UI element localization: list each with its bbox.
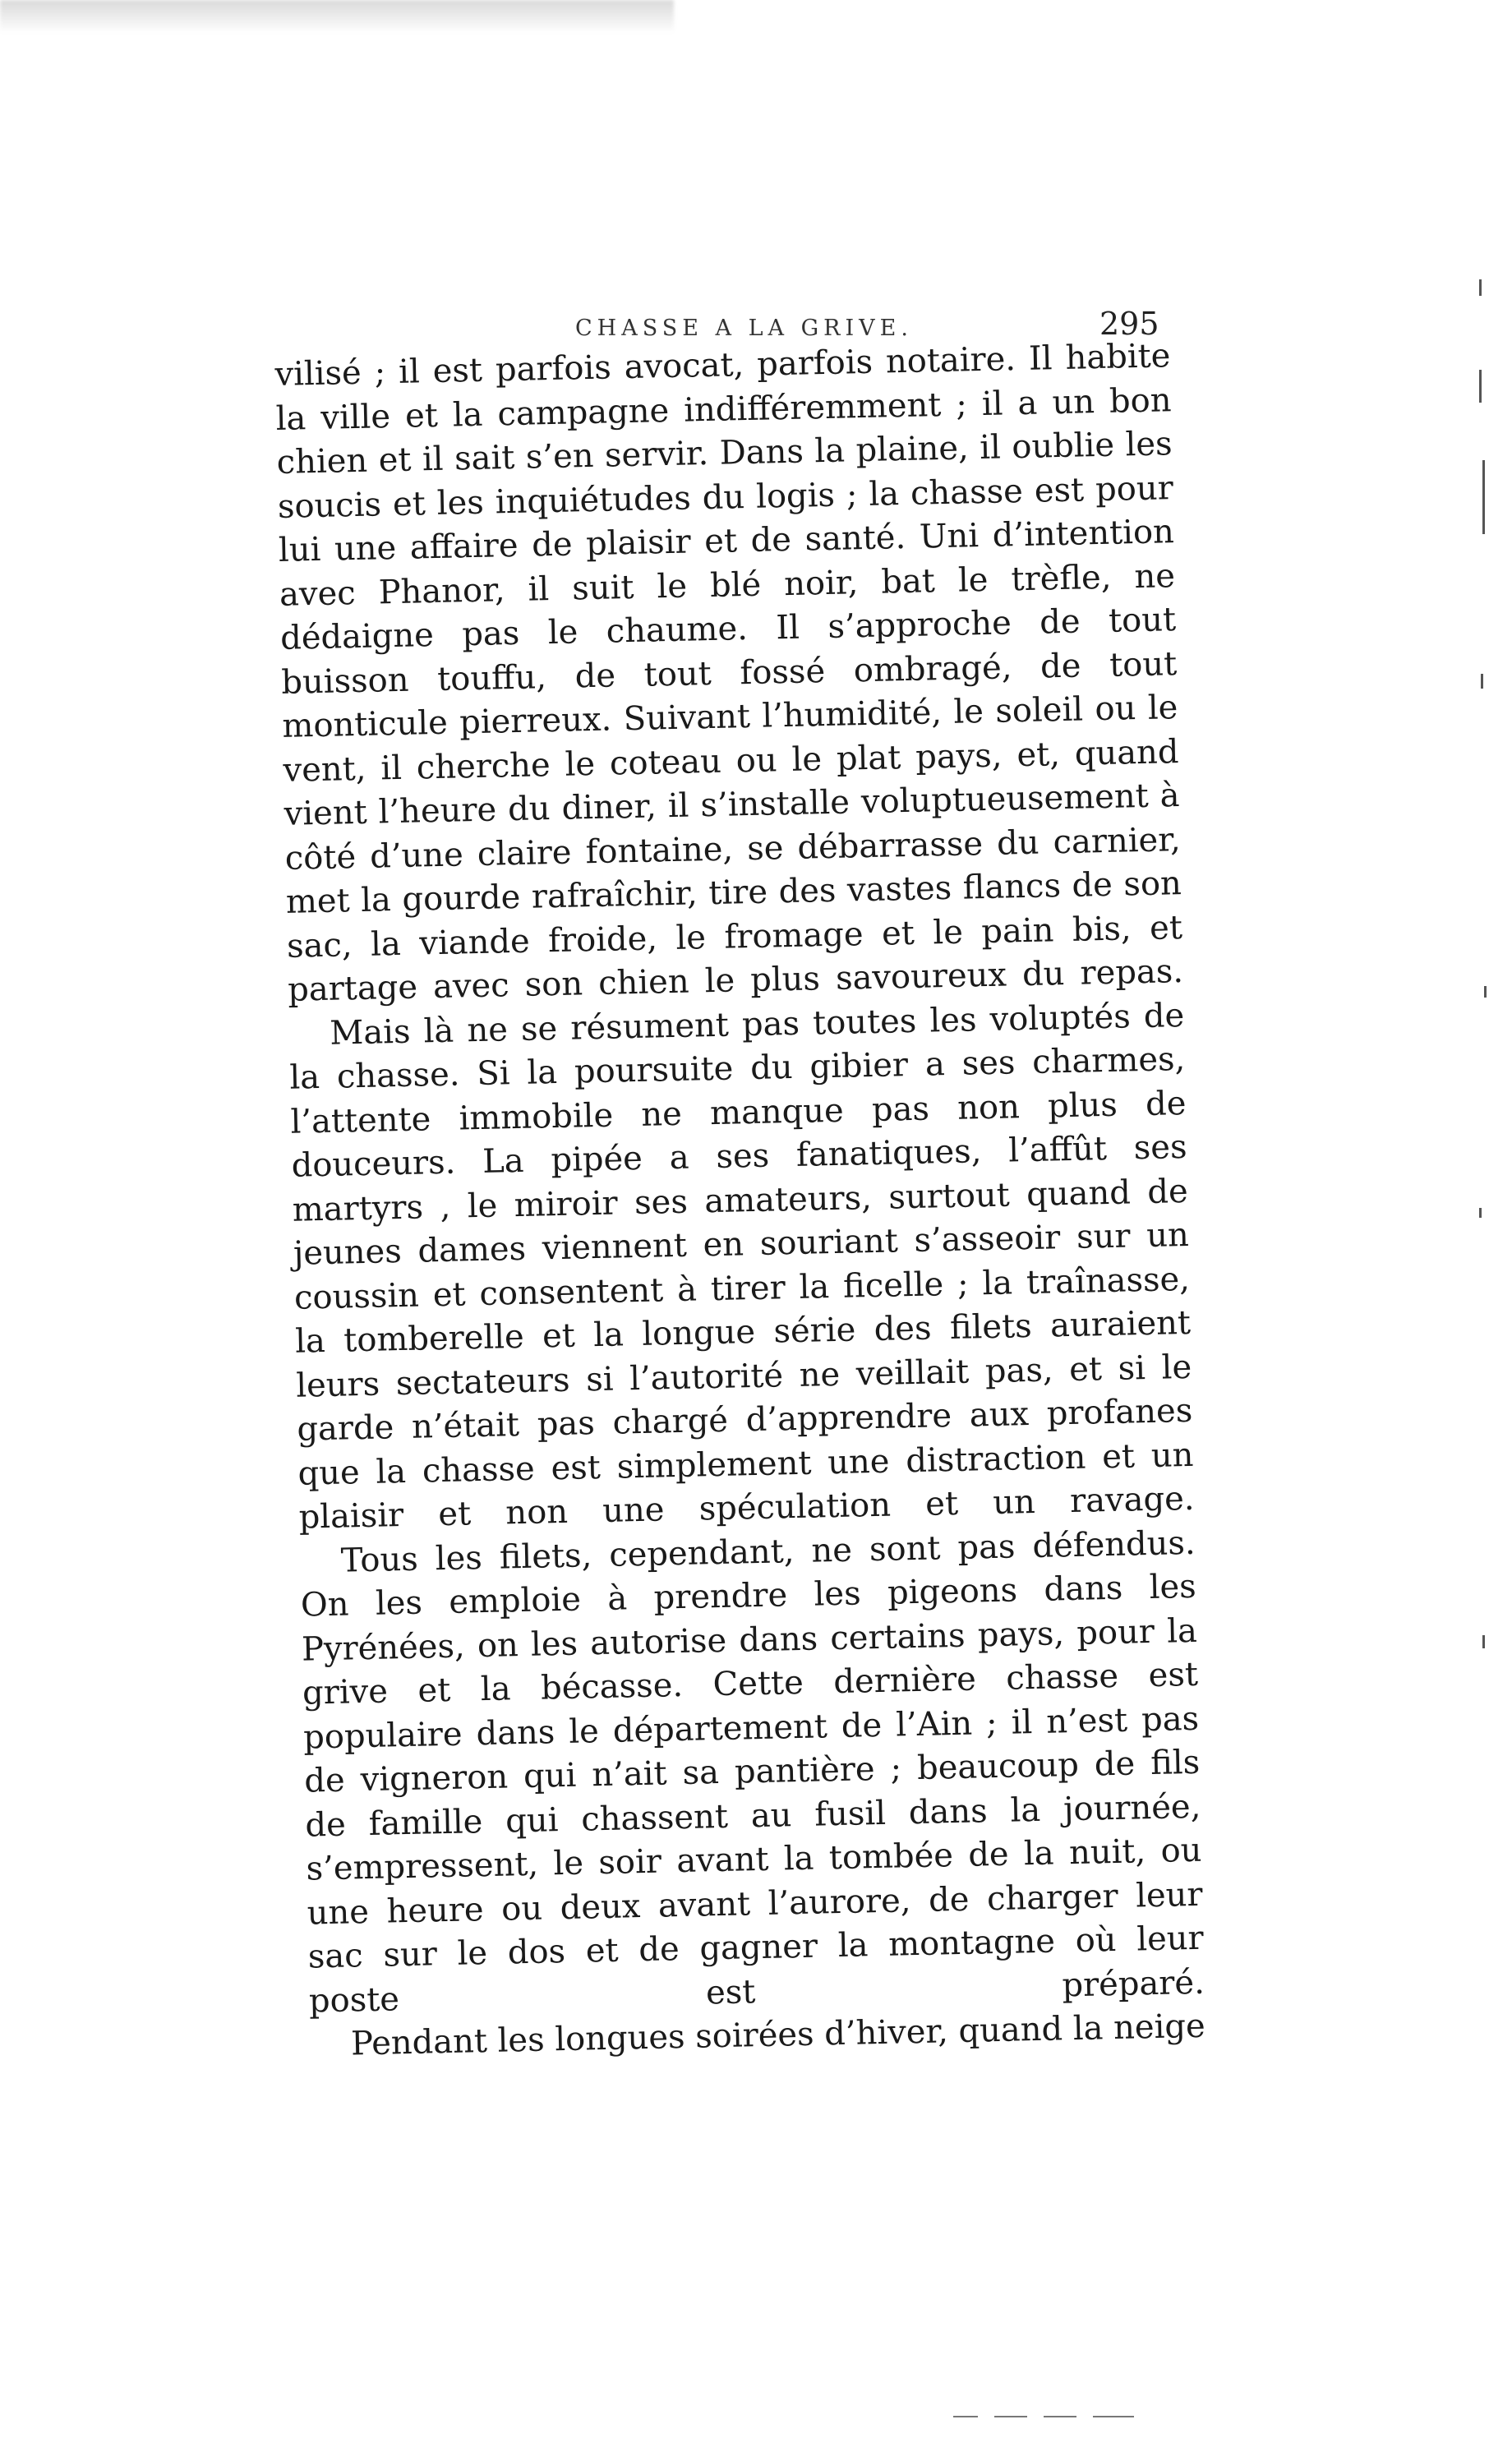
body-text bbox=[274, 334, 1205, 2067]
paragraph: Tous les filets, cependant, ne sont pas défendus. On les emploie à prendre les pigeons dans les Pyrénées, on les autorise dans certains pays, pour la grive et la bécasse. Cette dernière chasse est populaire dans le département de l’Ain ; il n’est pas de vigneron qui n’ait sa pantière ; beaucoup de fils de famille qui chassent au fusil dans la journée, s’empressent, le soir avant la tombée de la nuit, ou une heure ou deux avant l’aurore, de charger leur sac sur le dos et de gagner la montagne où leur poste est préparé. bbox=[300, 1523, 1205, 2021]
scan-margin-marks bbox=[1463, 0, 1512, 2461]
scan-bottom-marks bbox=[953, 2416, 1200, 2419]
scan-shadow bbox=[0, 0, 674, 33]
paragraph: Pendant les longues soirées d’hiver, quand la neige bbox=[350, 2007, 1206, 2063]
paragraph: vilisé ; il est parfois avocat, parfois notaire. Il habite la ville et la campagne indifféremment ; il a un bon chien et il sait s’en servir. Dans la plaine, il oublie les soucis et les inquiétudes du logis ; la chasse est pour lui une affaire de plaisir et de santé. Uni d’intention avec Phanor, il suit le blé noir, bat le trèfle, ne dédaigne pas le chaume. Il s’approche de tout buisson touffu, de tout fossé ombragé, de tout monticule pierreux. Suivant l’humidité, le soleil ou le vent, il cherche le coteau ou le plat pays, et, quand vient l’heure du diner, il s’installe voluptueusement à côté d’une claire fontaine, se débarrasse du carnier, met la gourde rafraîchir, tire des vastes flancs de son sac, la viande froide, le fromage et le pain bis, et partage avec son chien le plus savoureux du repas. bbox=[274, 337, 1184, 1009]
paragraph: Mais là ne se résument pas toutes les voluptés de la chasse. Si la poursuite du gibier a ses charmes, l’attente immobile ne manque pas non plus de douceurs. La pipée a ses fanatiques, l’affût ses martyrs , le miroir ses amateurs, surtout quand de jeunes dames viennent en souriant s’asseoir sur un coussin et consentent à tirer la ficelle ; la traînasse, la tomberelle et la longue série des filets auraient leurs sectateurs si l’autorité ne veillait pas, et si le garde n’était pas chargé d’apprendre aux profanes que la chasse est simplement une distraction et un plaisir et non une spéculation et un ravage. bbox=[288, 996, 1195, 1537]
running-head: CHASSE A LA GRIVE. bbox=[575, 316, 913, 341]
page-number: 295 bbox=[1099, 306, 1159, 342]
